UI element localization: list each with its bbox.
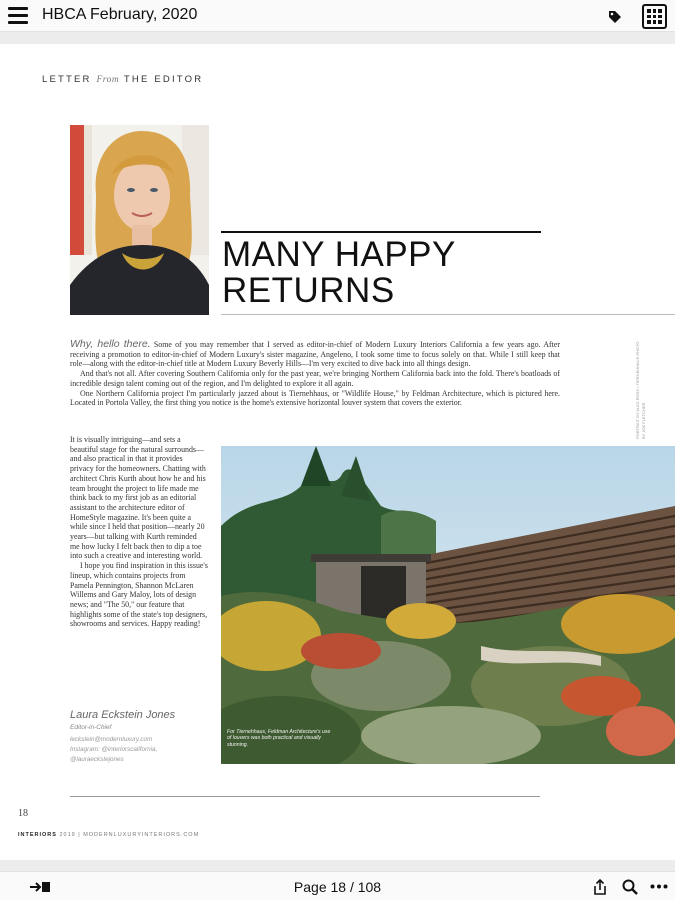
more-icon[interactable] (650, 884, 668, 889)
editor-email[interactable]: leckstein@modernluxury.com (70, 736, 153, 743)
bottom-toolbar (0, 871, 675, 900)
editor-role: Editor-in-Chief (70, 724, 112, 731)
footer-rule (70, 796, 540, 797)
editor-portrait (70, 125, 209, 315)
editor-handle[interactable]: @lauraeckstejones (70, 756, 124, 763)
editor-instagram[interactable]: Instagram: @interiorscalifornia, (70, 746, 158, 753)
printed-page-number: 18 (18, 808, 28, 819)
lead-in: Why, hello there. (70, 338, 151, 350)
photo-credit: PORTRAIT BY ALEX ROSS • TIERNEHHAUS PHOTO BY JOE FLETCHER (635, 341, 646, 439)
publication-title: HBCA February, 2020 (42, 6, 198, 23)
top-app-bar (0, 0, 675, 32)
headline-bottom-rule (221, 314, 675, 315)
search-icon[interactable] (622, 879, 638, 895)
tag-icon[interactable] (608, 10, 622, 24)
photo-caption: For Tiernehhaus, Feldman Architecture's use of louvers was both practical and visually stunning. (227, 729, 331, 748)
section-kicker: LETTER From THE EDITOR (42, 74, 204, 85)
page-indicator[interactable]: Page 18 / 108 (293, 879, 382, 895)
share-icon[interactable] (592, 879, 608, 895)
magazine-page[interactable] (0, 44, 675, 860)
article-headline: MANY HAPPY RETURNS (222, 235, 456, 310)
feature-photo (221, 446, 675, 764)
article-intro: Why, hello there. Some of you may remember that I served as editor-in-chief of Modern Luxury Interiors California a few years ago. After receiving a promotion to editor-in-chief of Modern Luxury's sister magazine, Angeleno, I took some time to focus solely on that. While I still keep that role—along with the editor-in-chief title at Modern Luxury Beverly Hills—I'm very excited to dive back into all things design. And that's not all. After covering Southern California only for the past year, we're bringing Northern California back into the fold. There's boatloads of incredible design talent coming out of the region, and I'm delighted to explore it all again. One Northern California project I'm particularly jazzed about is Tiernehhaus, or "Wildlife House," by Feldman Architecture, which is pictured here. Located in Portola Valley, the first thing you notice is the home's extensive horizontal louver system that covers the exterior. (70, 338, 560, 408)
grid-view-icon[interactable] (642, 4, 667, 29)
folio-line: INTERIORS 2019 | MODERNLUXURYINTERIORS.COM (18, 832, 200, 838)
article-column: It is visually intriguing—and sets a beautiful stage for the natural surrounds—and also practical in that it provides privacy for the homeowners. Chatting with architect Chris Kurth about how he and his team brought the project to life made me think back to my first job as an editorial assistant to the architecture editor of HomeStyle magazine. It's been quite a while since I held that position—nearly 20 years—but talking with Kurth reminded me how lucky I felt back then to dip a toe into such a creative and interesting world. I hope you find inspiration in this issue's lineup, which contains projects from Pamela Pennington, Shannon McLaren Willems and Gary Maloy, lots of design news; and "The 50," our feature that highlights some of the state's top designers, showrooms and services. Happy reading! (70, 435, 208, 629)
menu-icon[interactable] (8, 7, 28, 24)
headline-top-rule (221, 231, 541, 233)
editor-signature: Laura Eckstein Jones (70, 709, 176, 721)
